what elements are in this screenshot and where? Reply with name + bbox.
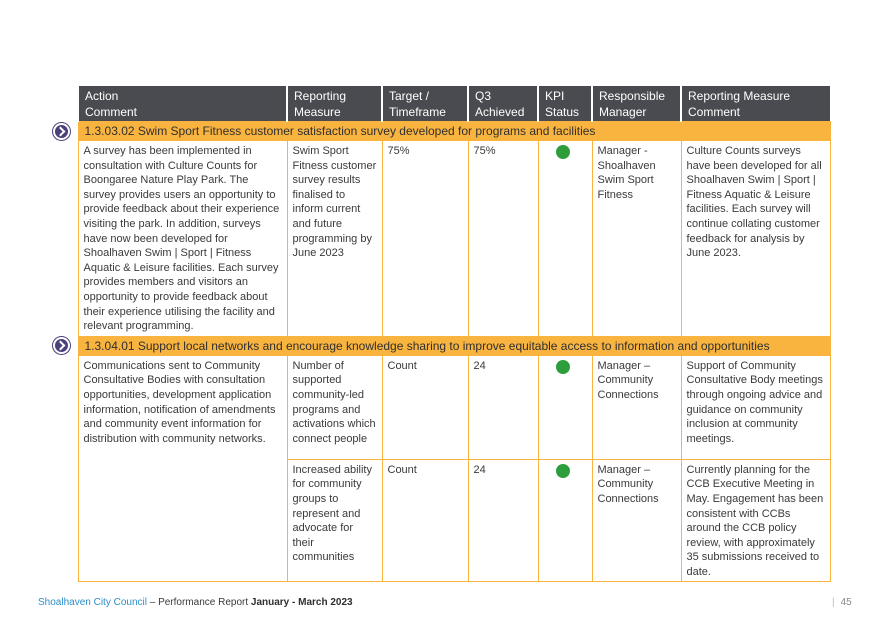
table-row	[50, 355, 830, 459]
target-cell: Count	[382, 459, 468, 582]
measure-comment-cell: Culture Counts surveys have been developed for all Shoalhaven Swim | Sport | Fitness Aquatic & Leisure facilities. Each survey will continue collating customer feedback for analysis by June 2023.	[681, 141, 830, 337]
header-reporting-measure-comment: Reporting Measure Comment	[681, 86, 830, 122]
header-action-comment: Action Comment	[78, 86, 287, 122]
achieved-cell: 75%	[468, 141, 538, 337]
reporting-measure-cell: Swim Sport Fitness customer survey results finalised to inform current and future programming by June 2023	[287, 141, 382, 337]
measure-comment-cell: Currently planning for the CCB Executive Meeting in May. Engagement has been consistent with CCBs around the CCB policy review, with approximately 35 submissions received to date.	[681, 459, 830, 582]
manager-cell: Manager - Shoalhaven Swim Sport Fitness	[592, 141, 681, 337]
section-title: 1.3.03.02 Swim Sport Fitness customer satisfaction survey developed for programs and facilities	[78, 122, 830, 141]
action-comment-cell: Communications sent to Community Consultative Bodies with consultation opportunities, development application information, notification of amendments and community event information for distribution with community networks.	[78, 355, 287, 582]
kpi-status-cell	[538, 141, 592, 337]
measure-comment-cell: Support of Community Consultative Body meetings through ongoing advice and guidance on community inclusion at community meetings.	[681, 355, 830, 459]
section-row	[50, 122, 830, 141]
page-number-value: 45	[840, 597, 852, 608]
kpi-status-cell	[538, 355, 592, 459]
page-number	[832, 597, 852, 608]
table-row	[50, 141, 830, 337]
table-header	[50, 86, 830, 122]
achieved-cell: 24	[468, 355, 538, 459]
footer-period: January - March 2023	[250, 597, 353, 608]
footer-org: Shoalhaven City Council	[38, 597, 147, 608]
chevron-right-circle-icon[interactable]	[53, 123, 70, 140]
performance-table	[50, 86, 831, 582]
header-reporting-measure: Reporting Measure	[287, 86, 382, 122]
header-responsible-manager: Responsible Manager	[592, 86, 681, 122]
chevron-right-circle-icon[interactable]	[53, 337, 70, 354]
header-q3-achieved: Q3 Achieved	[468, 86, 538, 122]
action-comment-cell: A survey has been implemented in consultation with Culture Counts for Boongaree Nature Play Park. The survey provides users an opportunity to provide feedback about their experience visiting the park. In addition, surveys have now been developed for Shoalhaven Swim | Sport | Fitness Aquatic & Leisure facilities. Each survey provides members and visitors an opportunity to provide feedback about their experience utilising the facility and relevant programming.	[78, 141, 287, 337]
kpi-status-cell	[538, 459, 592, 582]
page-separator: |	[832, 597, 835, 608]
header-kpi-status: KPI Status	[538, 86, 592, 122]
manager-cell: Manager – Community Connections	[592, 459, 681, 582]
kpi-status-dot	[556, 145, 570, 159]
kpi-status-dot	[556, 360, 570, 374]
target-cell: Count	[382, 355, 468, 459]
achieved-cell: 24	[468, 459, 538, 582]
manager-cell: Manager – Community Connections	[592, 355, 681, 459]
header-spacer	[50, 86, 78, 122]
page-footer	[38, 597, 353, 608]
target-cell: 75%	[382, 141, 468, 337]
section-title: 1.3.04.01 Support local networks and encourage knowledge sharing to improve equitable access to information and opportunities	[78, 336, 830, 355]
reporting-measure-cell: Number of supported community-led programs and activations which connect people	[287, 355, 382, 459]
header-target-timeframe: Target / Timeframe	[382, 86, 468, 122]
reporting-measure-cell: Increased ability for community groups to represent and advocate for their communities	[287, 459, 382, 582]
footer-report-label: – Performance Report	[146, 597, 251, 608]
section-row	[50, 336, 830, 355]
kpi-status-dot	[556, 464, 570, 478]
